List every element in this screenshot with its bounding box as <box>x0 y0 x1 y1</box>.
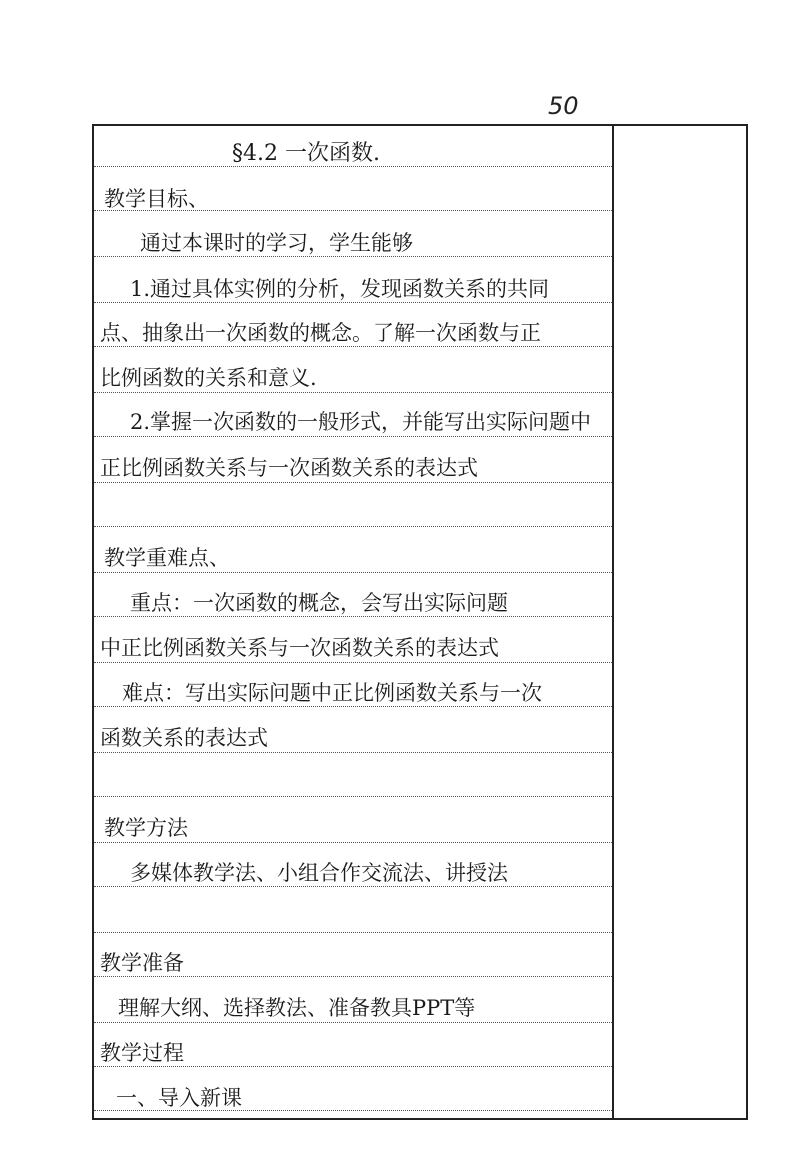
preparation-text: 理解大纲、选择教法、准备教具PPT等 <box>118 996 476 1020</box>
ruled-line <box>94 706 612 707</box>
objective-1-line-2: 点、抽象出一次函数的概念。了解一次函数与正 <box>100 321 541 345</box>
ruled-line <box>94 1066 612 1067</box>
page-frame-bottom <box>92 1118 748 1120</box>
ruled-line <box>94 526 612 527</box>
ruled-line <box>94 1110 612 1111</box>
ruled-line <box>94 752 612 753</box>
process-heading: 教学过程 <box>100 1041 184 1065</box>
ruled-line <box>94 886 612 887</box>
difficulty-line-1: 难点：写出实际问题中正比例函数关系与一次 <box>122 681 542 705</box>
ruled-line <box>94 392 612 393</box>
key-points-heading: 教学重难点、 <box>104 546 230 570</box>
objectives-heading: 教学目标、 <box>104 187 209 211</box>
ruled-line <box>94 616 612 617</box>
objective-1-line-1: 1.通过具体实例的分析，发现函数关系的共同 <box>130 277 550 301</box>
ruled-line <box>94 976 612 977</box>
process-step-1: 一、导入新课 <box>116 1086 242 1110</box>
key-point-line-2: 中正比例函数关系与一次函数关系的表达式 <box>100 636 499 660</box>
ruled-line <box>94 436 612 437</box>
objective-2-line-1: 2.掌握一次函数的一般形式，并能写出实际问题中 <box>130 410 592 434</box>
ruled-line <box>94 482 612 483</box>
ruled-line <box>94 932 612 933</box>
key-point-line-1: 重点：一次函数的概念，会写出实际问题 <box>130 591 508 615</box>
objective-intro: 通过本课时的学习，学生能够 <box>140 231 413 255</box>
page-number: 50 <box>548 92 579 120</box>
page-frame <box>92 124 748 1120</box>
objective-1-line-3: 比例函数的关系和意义. <box>100 366 317 390</box>
objective-2-line-2: 正比例函数关系与一次函数关系的表达式 <box>100 456 478 480</box>
ruled-line <box>94 302 612 303</box>
methods-heading: 教学方法 <box>104 816 188 840</box>
ruled-line <box>94 842 612 843</box>
methods-text: 多媒体教学法、小组合作交流法、讲授法 <box>130 861 508 885</box>
preparation-heading: 教学准备 <box>100 951 184 975</box>
ruled-line <box>94 346 612 347</box>
ruled-line <box>94 1022 612 1023</box>
margin-line <box>612 124 614 1120</box>
ruled-line <box>94 166 612 167</box>
page-title: §4.2 一次函数. <box>232 141 380 166</box>
difficulty-line-2: 函数关系的表达式 <box>100 726 268 750</box>
ruled-line <box>94 662 612 663</box>
ruled-line <box>94 256 612 257</box>
ruled-line <box>94 796 612 797</box>
ruled-line <box>94 572 612 573</box>
